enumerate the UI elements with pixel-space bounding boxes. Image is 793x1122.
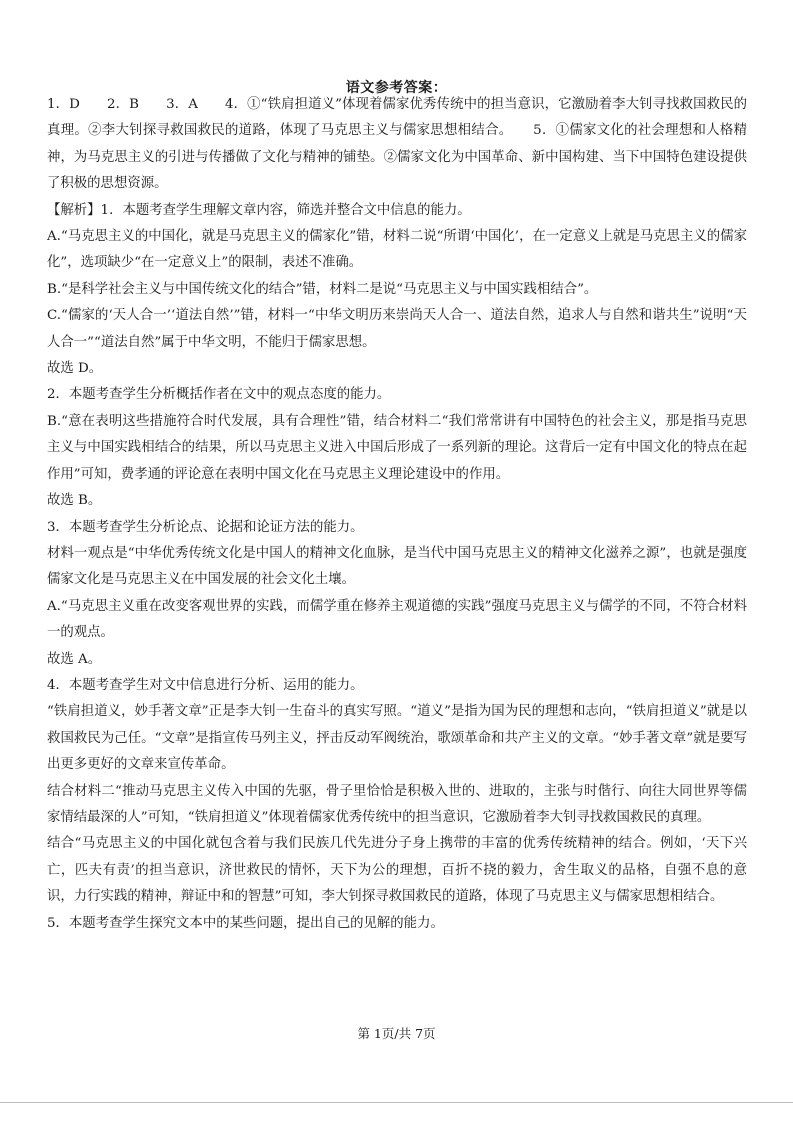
paragraph-analysis-1: 【解析】1．本题考查学生理解文章内容，筛选并整合文中信息的能力。 (47, 202, 471, 218)
paragraph-q4-conclusion: 结合“马克思主义的中国化就包含着与我们民族几代先进分子身上携带的丰富的优秀传统精神的结合。例如，‘天下兴亡，匹夫有责’的担当意识，济世救民的情怀，天下为公的理想，百折不挠的毅力，舍生取义的品格，自强不息的意识，力行实践的精神，辩证中和的智慧”可知，李大钊探寻救国救民的道路，体现了马克思主义与儒家思想相结合。 (47, 836, 747, 905)
paragraph-analysis-3: 3．本题考查学生分析论点、论据和论证方法的能力。 (47, 519, 364, 535)
page-number: 第 1页/共 7页 (357, 1026, 436, 1041)
page-divider (0, 1102, 793, 1103)
paragraph-answers: 1．D 2．B 3．A 4．①“铁肩担道义”体现着儒家优秀传统中的担当意识，它激励着李大钊寻找救国救民的真理。②李大钊探寻救国救民的道路，体现了马克思主义与儒家思想相结合。 5．①儒家文化的社会理想和人格精神，为马克思主义的引进与传播做了文化与精神的铺垫。②儒家文化为中国革命、新中国构建、当下中国特色建设提供了积极的思想资源。 (47, 97, 747, 192)
paragraph-option-a: A.“马克思主义的中国化，就是马克思主义的儒家化”错，材料二说“所谓‘中国化’，在一定意义上就是马克思主义的儒家化”，选项缺少“在一定意义上”的限制，表述不准确。 (47, 229, 747, 271)
paragraph-choice-d: 故选 D。 (47, 361, 103, 377)
paragraph-option-b: B.“是科学社会主义与中国传统文化的结合”错，材料二是说“马克思主义与中国实践相结合”。 (47, 281, 598, 297)
paragraph-q3-option-a: A.“马克思主义重在改变客观世界的实践，而儒学重在修养主观道德的实践”强度马克思主义与儒学的不同，不符合材料一的观点。 (47, 598, 747, 641)
paragraph-option-c: C.“儒家的‘天人合一’‘道法自然’”错，材料一“中华文明历来崇尚天人合一、道法自然，追求人与自然和谐共生”说明“天人合一”“道法自然”属于中华文明，不能归于儒家思想。 (47, 308, 747, 350)
answer-content (47, 92, 747, 937)
paragraph-choice-b: 故选 B。 (47, 493, 102, 509)
paragraph-analysis-5: 5．本题考查学生探究文本中的某些问题，提出自己的见解的能力。 (47, 915, 444, 931)
paragraph-q4-material-two: 结合材料二“推动马克思主义传入中国的先驱，骨子里恰恰是积极入世的、进取的，主张与时偕行、向往大同世界等儒家情结最深的人”可知，“铁肩担道义”体现着儒家优秀传统中的担当意识，它激励着李大钊寻找救国救民的真理。 (47, 783, 747, 825)
paragraph-material-one: 材料一观点是“中华优秀传统文化是中国人的精神文化血脉，是当代中国马克思主义的精神文化滋养之源”，也就是强度儒家文化是马克思主义在中国发展的社会文化土壤。 (47, 545, 747, 588)
paragraph-analysis-4: 4．本题考查学生对文中信息进行分析、运用的能力。 (47, 677, 364, 693)
paragraph-choice-a: 故选 A。 (47, 651, 102, 667)
paragraph-analysis-2: 2．本题考查学生分析概括作者在文中的观点态度的能力。 (47, 387, 391, 403)
paragraph-q2-option-b: B.“意在表明这些措施符合时代发展，具有合理性”错，结合材料二“我们常常讲有中国特色的社会主义，那是指马克思主义与中国实践相结合的结果，所以马克思主义进入中国后形成了一系列新的理论。这背后一定有中国文化的特点在起作用”可知，费孝通的评论意在表明中国文化在马克思主义理论建设中的作用。 (47, 413, 747, 482)
page-title: 语文参考答案： (345, 80, 448, 96)
paragraph-q4-explanation: “铁肩担道义，妙手著文章”正是李大钊一生奋斗的真实写照。“道义”是指为国为民的理想和志向，“铁肩担道义”就是以救国救民为己任。“文章”是指宣传马列主义，抨击反动军阀统治，歌颂革命和共产主义的文章。“妙手著文章”就是要写出更多更好的文章来宣传革命。 (47, 704, 747, 773)
